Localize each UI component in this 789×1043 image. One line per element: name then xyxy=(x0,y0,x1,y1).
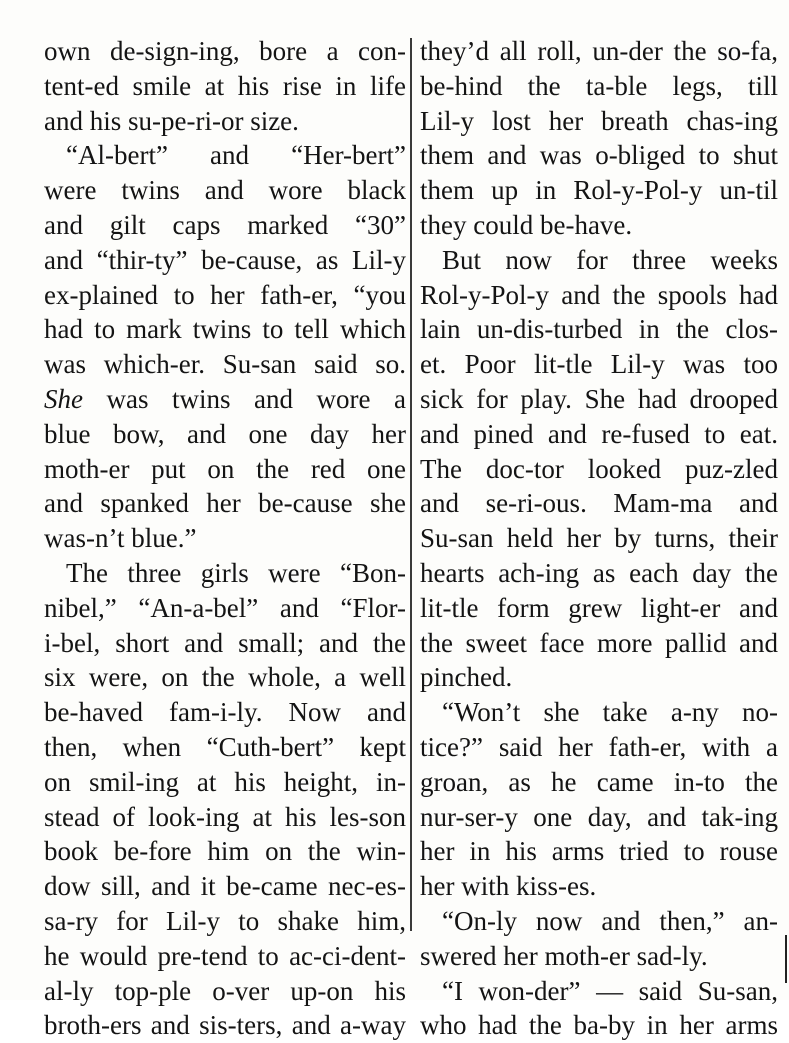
text-line: and pined and re-fused to eat. xyxy=(420,418,778,449)
text-line: stead of look-ing at his les-son xyxy=(44,801,406,832)
text-line: sick for play. She had drooped xyxy=(420,383,778,414)
text-line: was-n’t blue.” xyxy=(44,523,197,554)
text-line: them up in Rol-y-Pol-y un-til xyxy=(420,175,778,206)
text-line: “Won’t she take a-ny no- xyxy=(442,697,778,728)
text-line: were twins and wore black xyxy=(44,175,406,206)
text-line: “Al-bert” and “Her-bert” xyxy=(66,140,406,171)
text-line: blue bow, and one day her xyxy=(44,418,406,449)
text-line: them and was o-bliged to shut xyxy=(420,140,778,171)
text-line: own de-sign-ing, bore a con- xyxy=(44,36,406,66)
text-line: and “thir-ty” be-cause, as Lil-y xyxy=(44,244,406,275)
text-line: i-bel, short and small; and the xyxy=(44,627,406,658)
text-line: and his su-pe-ri-or size. xyxy=(44,105,299,136)
text-line: her in his arms tried to rouse xyxy=(420,836,778,867)
text-line: dow sill, and it be-came nec-es- xyxy=(44,871,406,902)
text-line: sa-ry for Lil-y to shake him, xyxy=(44,905,406,936)
text-line: be-hind the ta-ble legs, till xyxy=(420,70,778,101)
text-line: broth-ers and sis-ters, and a-way xyxy=(44,1010,406,1041)
text-line: was which-er. Su-san said so. xyxy=(44,349,406,380)
left-text-column xyxy=(44,34,406,1043)
text-line: six were, on the whole, a well xyxy=(44,662,406,693)
page-edge-mark xyxy=(785,935,787,983)
text-line: et. Poor lit-tle Lil-y was too xyxy=(420,349,778,380)
text-line: the sweet face more pallid and xyxy=(420,627,778,658)
text-line: then, when “Cuth-bert” kept xyxy=(44,731,406,762)
text-line: they could be-have. xyxy=(420,209,633,240)
text-line: and gilt caps marked “30” xyxy=(44,209,406,240)
text-line: Lil-y lost her breath chas-ing xyxy=(420,105,778,136)
text-line: he would pre-tend to ac-ci-dent- xyxy=(44,940,406,971)
text-line: be-haved fam-i-ly. Now and xyxy=(44,697,406,728)
text-line: “On-ly now and then,” an- xyxy=(442,905,778,936)
text-line: they’d all roll, un-der the so-fa, xyxy=(420,36,778,66)
text-line: al-ly top-ple o-ver up-on his xyxy=(44,975,406,1006)
text-line: on smil-ing at his height, in- xyxy=(44,766,406,797)
text-line: her with kiss-es. xyxy=(420,871,597,902)
text-line: hearts ach-ing as each day the xyxy=(420,557,778,588)
text-line: nur-ser-y one day, and tak-ing xyxy=(420,801,778,832)
text-line: lit-tle form grew light-er and xyxy=(420,592,778,623)
text-line: groan, as he came in-to the xyxy=(420,766,778,797)
text-line: The doc-tor looked puz-zled xyxy=(420,453,778,484)
text-line: had to mark twins to tell which xyxy=(44,314,406,345)
line-text: was twins and wore a xyxy=(82,383,406,414)
text-line: ex-plained to her fath-er, “you xyxy=(44,279,406,310)
text-line: and spanked her be-cause she xyxy=(44,488,406,519)
text-line: The three girls were “Bon- xyxy=(66,557,406,588)
text-line: nibel,” “An-a-bel” and “Flor- xyxy=(44,592,406,623)
text-line: and se-ri-ous. Mam-ma and xyxy=(420,488,778,519)
text-line: Rol-y-Pol-y and the spools had xyxy=(420,279,778,310)
text-line: But now for three weeks xyxy=(442,244,778,275)
text-line xyxy=(44,382,406,417)
text-line: tice?” said her fath-er, with a xyxy=(420,731,778,762)
text-line: who had the ba-by in her arms xyxy=(420,1010,778,1041)
text-line: swered her moth-er sad-ly. xyxy=(420,940,708,971)
right-text-column xyxy=(420,34,778,1043)
text-line: lain un-dis-turbed in the clos- xyxy=(420,314,778,345)
italic-word: She xyxy=(44,383,83,414)
text-line: Su-san held her by turns, their xyxy=(420,523,778,554)
text-line: book be-fore him on the win- xyxy=(44,836,406,867)
text-line: “I won-der” — said Su-san, xyxy=(442,975,778,1006)
text-line: pinched. xyxy=(420,662,513,693)
column-divider xyxy=(410,38,412,931)
text-line: tent-ed smile at his rise in life xyxy=(44,70,406,101)
text-line: moth-er put on the red one xyxy=(44,453,406,484)
